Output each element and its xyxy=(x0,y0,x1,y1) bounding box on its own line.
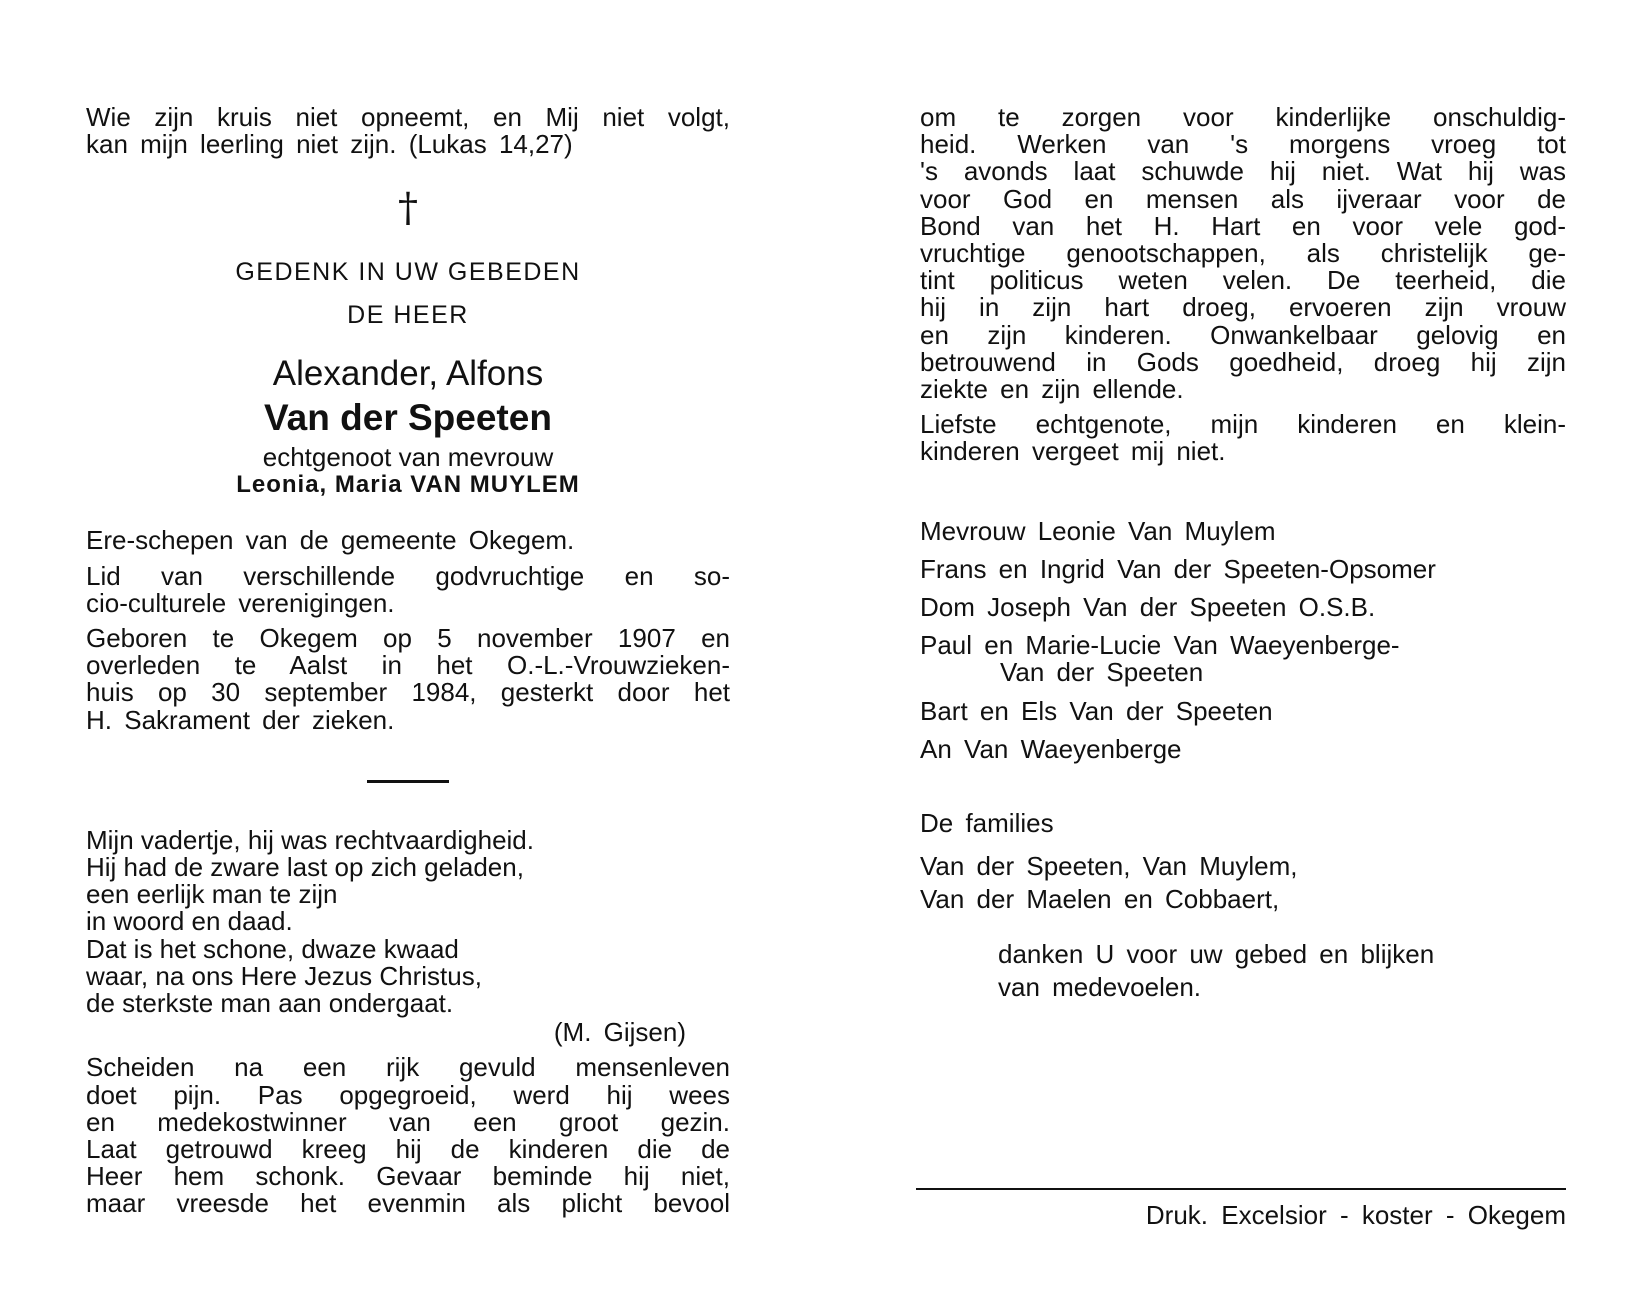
survivor-line: Paul en Marie-Lucie Van Waeyenberge- xyxy=(920,630,1400,661)
survivor-line: Dom Joseph Van der Speeten O.S.B. xyxy=(920,592,1376,623)
quote-line: Wie zijn kruis niet opneemt, en Mij niet volgt, xyxy=(86,102,730,132)
survivor xyxy=(920,733,1566,764)
eulogy-line: vruchtige genootschappen, als christelijk ge- xyxy=(920,238,1566,269)
eulogy-line: en medekostwinner van een groot gezin. xyxy=(86,1106,730,1137)
eulogy-line: 's avonds laat schuwde hij niet. Wat hij was xyxy=(920,156,1566,187)
bible-quote xyxy=(86,104,730,158)
bio-ere-schepen: Ere-schepen van de gemeente Okegem. xyxy=(86,525,575,556)
eulogy-line: ziekte en zijn ellende. xyxy=(920,374,1184,405)
bio-line: H. Sakrament der zieken. xyxy=(86,704,395,735)
eulogy-line: hij in zijn hart droeg, ervoeren zijn vrouw xyxy=(920,292,1566,323)
poem-line: waar, na ons Here Jezus Christus, xyxy=(86,960,482,991)
bio-line: huis op 30 september 1984, gesterkt door het xyxy=(86,677,730,708)
eulogy-line: Scheiden na een rijk gevuld mensenleven xyxy=(86,1052,730,1083)
survivor xyxy=(920,695,1566,726)
farewell-line: kinderen vergeet mij niet. xyxy=(920,436,1226,467)
eulogy-line: Laat getrouwd kreeg hij de kinderen die de xyxy=(86,1134,730,1165)
spouse-label: echtgenoot van mevrouw xyxy=(262,442,554,473)
divider xyxy=(367,780,449,783)
family-line: Van der Speeten, Van Muylem, xyxy=(920,851,1298,882)
eulogy xyxy=(86,1054,730,1217)
eulogy-line: betrouwend in Gods goedheid, droeg hij zijn xyxy=(920,346,1566,377)
survivor xyxy=(920,515,1566,546)
poem-line: Mijn vadertje, hij was rechtvaardigheid. xyxy=(86,824,534,855)
survivor xyxy=(920,594,1566,621)
given-names: Alexander, Alfons xyxy=(272,354,544,394)
survivor-line: Van der Speeten xyxy=(1000,657,1204,688)
survivor-line: Bart en Els Van der Speeten xyxy=(920,695,1273,726)
survivor-line: Frans en Ingrid Van der Speeten-Opsomer xyxy=(920,553,1436,584)
quote-line: kan mijn leerling niet zijn. (Lukas 14,27) xyxy=(86,129,573,160)
eulogy-line: om te zorgen voor kinderlijke onschuldig- xyxy=(920,102,1566,132)
eulogy-continued xyxy=(920,104,1566,403)
left-panel xyxy=(86,104,730,1218)
poem-line: de sterkste man aan ondergaat. xyxy=(86,988,454,1019)
thanks-line: van medevoelen. xyxy=(998,971,1202,1002)
bio-line: overleden te Aalst in het O.-L.-Vrouwzieken- xyxy=(86,650,730,681)
thanks xyxy=(920,938,1566,1004)
printer-credit: Druk. Excelsior - koster - Okegem xyxy=(1145,1200,1566,1230)
surname: Van der Speeten xyxy=(264,397,552,439)
spouse-name: Leonia, Maria VAN MUYLEM xyxy=(236,471,580,499)
poem xyxy=(86,824,730,1019)
poem-line: Dat is het schone, dwaze kwaad xyxy=(86,933,459,964)
family-line: Van der Maelen en Cobbaert, xyxy=(920,884,1280,915)
survivors-list xyxy=(920,515,1566,764)
bio-memberships xyxy=(86,560,730,618)
eulogy-line: Bond van het H. Hart en voor vele god- xyxy=(920,210,1566,241)
eulogy-line: en zijn kinderen. Onwankelbaar gelovig en xyxy=(920,319,1566,350)
survivor-line: Mevrouw Leonie Van Muylem xyxy=(920,515,1276,546)
poem-line: een eerlijk man te zijn xyxy=(86,879,338,910)
farewell-line: Liefste echtgenote, mijn kinderen en klein- xyxy=(920,409,1566,440)
survivor xyxy=(920,553,1566,584)
poem-author: (M. Gijsen) xyxy=(553,1017,686,1048)
title-line: DE HEER xyxy=(347,301,469,330)
footer-rule xyxy=(916,1188,1566,1190)
eulogy-line: maar vreesde het evenmin als plicht bevool xyxy=(86,1188,730,1219)
thanks-line: danken U voor uw gebed en blijken xyxy=(998,938,1435,969)
families xyxy=(920,853,1566,913)
bio-line: Lid van verschillende godvruchtige en so- xyxy=(86,560,730,591)
bio-dates xyxy=(86,625,730,734)
eulogy-line: doet pijn. Pas opgegroeid, werd hij wees xyxy=(86,1079,730,1110)
prayer-heading: GEDENK IN UW GEBEDEN xyxy=(235,258,581,287)
poem-line: Hij had de zware last op zich geladen, xyxy=(86,852,524,883)
eulogy-line: voor God en mensen als ijveraar voor de xyxy=(920,183,1566,214)
families-label: De families xyxy=(920,808,1054,839)
cross-icon: † xyxy=(398,185,418,232)
eulogy-line: Heer hem schonk. Gevaar beminde hij niet, xyxy=(86,1161,730,1192)
eulogy-line: tint politicus weten velen. De teerheid, die xyxy=(920,265,1566,296)
survivor-line: An Van Waeyenberge xyxy=(920,733,1182,764)
right-panel xyxy=(920,104,1566,1004)
eulogy-line: heid. Werken van 's morgens vroeg tot xyxy=(920,129,1566,160)
bio-line: Geboren te Okegem op 5 november 1907 en xyxy=(86,623,730,654)
farewell xyxy=(920,411,1566,465)
bio-line: cio-culturele verenigingen. xyxy=(86,587,395,618)
survivor xyxy=(920,632,1566,686)
poem-line: in woord en daad. xyxy=(86,906,293,937)
